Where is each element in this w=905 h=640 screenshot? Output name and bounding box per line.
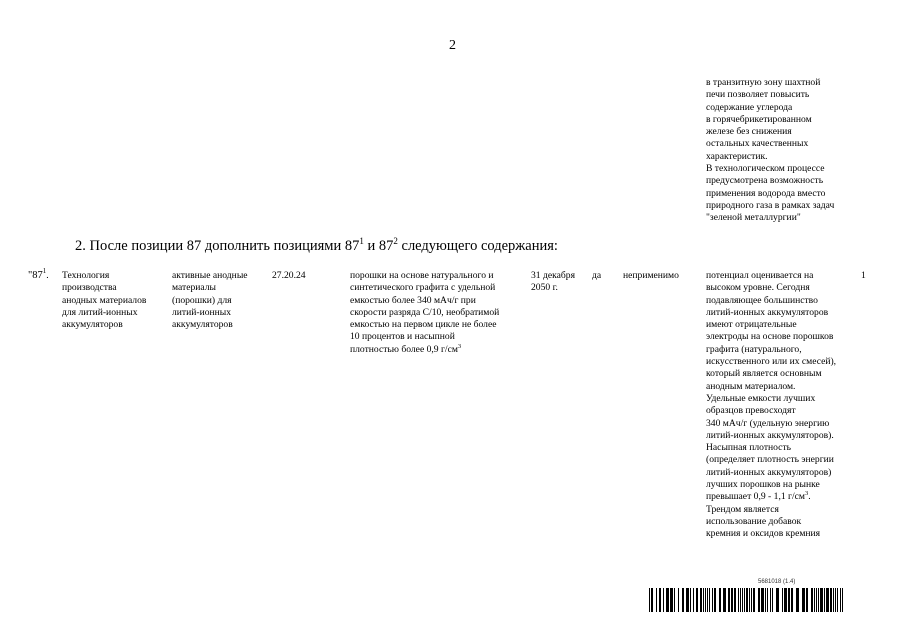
barcode-bar (670, 588, 673, 612)
text-line: "зеленой металлургии" (706, 212, 801, 224)
note-mid-text: превышает 0,9 - 1,1 г/см (706, 491, 805, 503)
barcode-bar (761, 588, 764, 612)
text-line: емкостью более 340 мАч/г при (350, 294, 476, 306)
text-line: литий-ионных аккумуляторов). (706, 429, 834, 441)
barcode-bar (784, 588, 787, 612)
barcode-bar (816, 588, 817, 612)
position-number-sup: 1 (42, 267, 47, 275)
text-line: применения водорода вместо (706, 187, 826, 199)
barcode-bar (767, 588, 768, 612)
heading-sup-2: 2 (393, 236, 398, 246)
text-line: лучших порошков на рынке (706, 479, 820, 491)
text-line: электроды на основе порошков (706, 331, 834, 343)
text-line: печи позволяет повысить (706, 89, 810, 101)
text-line: 31 декабря (531, 270, 575, 281)
barcode-bar (788, 588, 790, 612)
barcode-bar (770, 588, 771, 612)
barcode-bar (659, 588, 661, 612)
spec-last-sup: 3 (457, 342, 462, 350)
barcode-bar (696, 588, 698, 612)
text-line: потенциал оценивается на (706, 270, 814, 281)
text-line: емкостью на первом цикле не более (350, 319, 497, 331)
text-line: (порошки) для (172, 294, 232, 306)
text-line: природного газа в рамках задач (706, 199, 835, 211)
text-line: 2050 г. (531, 282, 558, 294)
barcode-bar (744, 588, 745, 612)
barcode-bar (751, 588, 752, 612)
flag-cell: да (592, 270, 602, 281)
text-line: Технология (62, 270, 110, 281)
heading-sup-1: 1 (359, 236, 364, 246)
barcode-bar (693, 588, 694, 612)
barcode-bar (842, 588, 843, 612)
barcode-bar (731, 588, 733, 612)
barcode-bar (678, 588, 679, 612)
text-line (706, 491, 836, 503)
text-line: (определяет плотность энергии (706, 454, 834, 466)
barcode-bar (840, 588, 841, 612)
barcode-bar (824, 588, 825, 612)
page-number: 2 (449, 38, 456, 53)
barcode-bar (806, 588, 808, 612)
barcode-bar (830, 588, 832, 612)
text-line: В технологическом процессе (706, 163, 825, 175)
position-number-suffix: . (46, 270, 49, 281)
text-line: Насыпная плотность (706, 442, 792, 454)
barcode-bar (709, 588, 710, 612)
text-line: характеристик. (706, 150, 768, 162)
text-line: литий-ионных (172, 306, 232, 318)
spec-last-text: плотностью более 0,9 г/см (350, 343, 458, 355)
barcode-bar (734, 588, 736, 612)
barcode-bar (782, 588, 783, 612)
text-line: синтетического графита с удельной (350, 282, 496, 294)
applicability-cell: неприменимо (623, 270, 679, 281)
text-line: аккумуляторов (172, 319, 233, 331)
barcode-bar (723, 588, 726, 612)
barcode-bar (802, 588, 805, 612)
text-line: производства (62, 282, 117, 294)
text-line: образцов превосходят (706, 405, 796, 417)
text-line: кремния и оксидов кремния (706, 528, 821, 540)
note-mid-sup: 3 (804, 490, 809, 498)
text-line: имеют отрицательные (706, 319, 797, 331)
text-line: Трендом является (706, 503, 779, 515)
deadline-cell (531, 270, 575, 295)
barcode-bar (682, 588, 684, 612)
note-mid-end: . (808, 491, 811, 503)
barcode-bar (753, 588, 755, 612)
product-cell (172, 270, 248, 331)
text-line: в горячебрикетированном (706, 113, 812, 125)
barcode-bar (707, 588, 708, 612)
barcode-bar (674, 588, 675, 612)
position-number (28, 267, 49, 282)
note-cell (706, 270, 836, 541)
barcode-bar (791, 588, 793, 612)
text-line: материалы (172, 282, 216, 294)
text-line: 10 процентов и насыпной (350, 331, 455, 343)
barcode-bar (776, 588, 779, 612)
technology-cell (62, 270, 146, 331)
text-line: для литий-ионных (62, 306, 138, 318)
barcode-image (649, 588, 845, 612)
barcode-bar (712, 588, 713, 612)
text-line: литий-ионных аккумуляторов) (706, 466, 832, 478)
text-line: Удельные емкости лучших (706, 392, 816, 404)
barcode-bar (835, 588, 836, 612)
open-quote: " (28, 270, 33, 281)
barcode-bar (814, 588, 815, 612)
barcode-bar (811, 588, 813, 612)
specification-cell (350, 270, 499, 356)
barcode-bar (728, 588, 730, 612)
text-line: предусмотрена возможность (706, 175, 824, 187)
text-line: аккумуляторов (62, 319, 123, 331)
barcode-bar (656, 588, 657, 612)
barcode-bar (837, 588, 838, 612)
text-line: подавляющее большинство (706, 294, 818, 306)
text-line: скорости разряда С/10, необратимой (350, 306, 500, 318)
barcode-bar (714, 588, 716, 612)
text-line: анодных материалов (62, 294, 147, 306)
text-line: использование добавок (706, 515, 802, 527)
text-line: активные анодные (172, 270, 248, 281)
barcode-bar (758, 588, 760, 612)
barcode-bar (818, 588, 819, 612)
text-line: порошки на основе натурального и (350, 270, 494, 281)
barcode-bar (666, 588, 669, 612)
barcode-bar (703, 588, 704, 612)
text-line: в транзитную зону шахтной (706, 77, 821, 88)
text-line: литий-ионных аккумуляторов (706, 306, 829, 318)
barcode-bar (690, 588, 691, 612)
barcode-bar (649, 588, 650, 612)
barcode-bar (796, 588, 799, 612)
barcode-bar (749, 588, 750, 612)
barcode-bar (772, 588, 773, 612)
barcode-bar (826, 588, 829, 612)
barcode-bar (719, 588, 721, 612)
barcode-bar (738, 588, 739, 612)
text-line: который является основным (706, 368, 822, 380)
continuation-text (706, 77, 856, 225)
barcode-caption: 5681018 (1.4) (758, 579, 796, 585)
text-line: содержание углерода (706, 101, 793, 113)
barcode-bar (742, 588, 743, 612)
text-line: анодным материалом. (706, 380, 796, 392)
barcode-bar (686, 588, 689, 612)
text-line: 340 мАч/г (удельную энергию (706, 417, 830, 429)
heading-middle: и 87 (363, 238, 394, 254)
heading-suffix: следующего содержания: (397, 238, 558, 254)
okpd-code-cell: 27.20.24 (272, 270, 306, 281)
text-line: высоком уровне. Сегодня (706, 282, 810, 294)
barcode-bar (833, 588, 834, 612)
barcode-bar (651, 588, 653, 612)
barcode-bar (765, 588, 766, 612)
barcode-bar (705, 588, 706, 612)
last-column-cell: 1 (861, 270, 866, 281)
barcode-bar (700, 588, 702, 612)
text-line: графита (натурального, (706, 343, 802, 355)
text-line (350, 344, 499, 356)
text-line: остальных качественных (706, 138, 809, 150)
section-heading (75, 238, 558, 255)
position-number-main: 87 (32, 270, 43, 281)
barcode-bar (746, 588, 748, 612)
barcode-bar (663, 588, 664, 612)
barcode-bar (740, 588, 741, 612)
text-line: железе без снижения (706, 126, 792, 138)
text-line: искусственного или их смесей), (706, 356, 837, 368)
barcode-bar (820, 588, 823, 612)
heading-prefix: 2. После позиции 87 дополнить позициями 87 (75, 238, 360, 254)
